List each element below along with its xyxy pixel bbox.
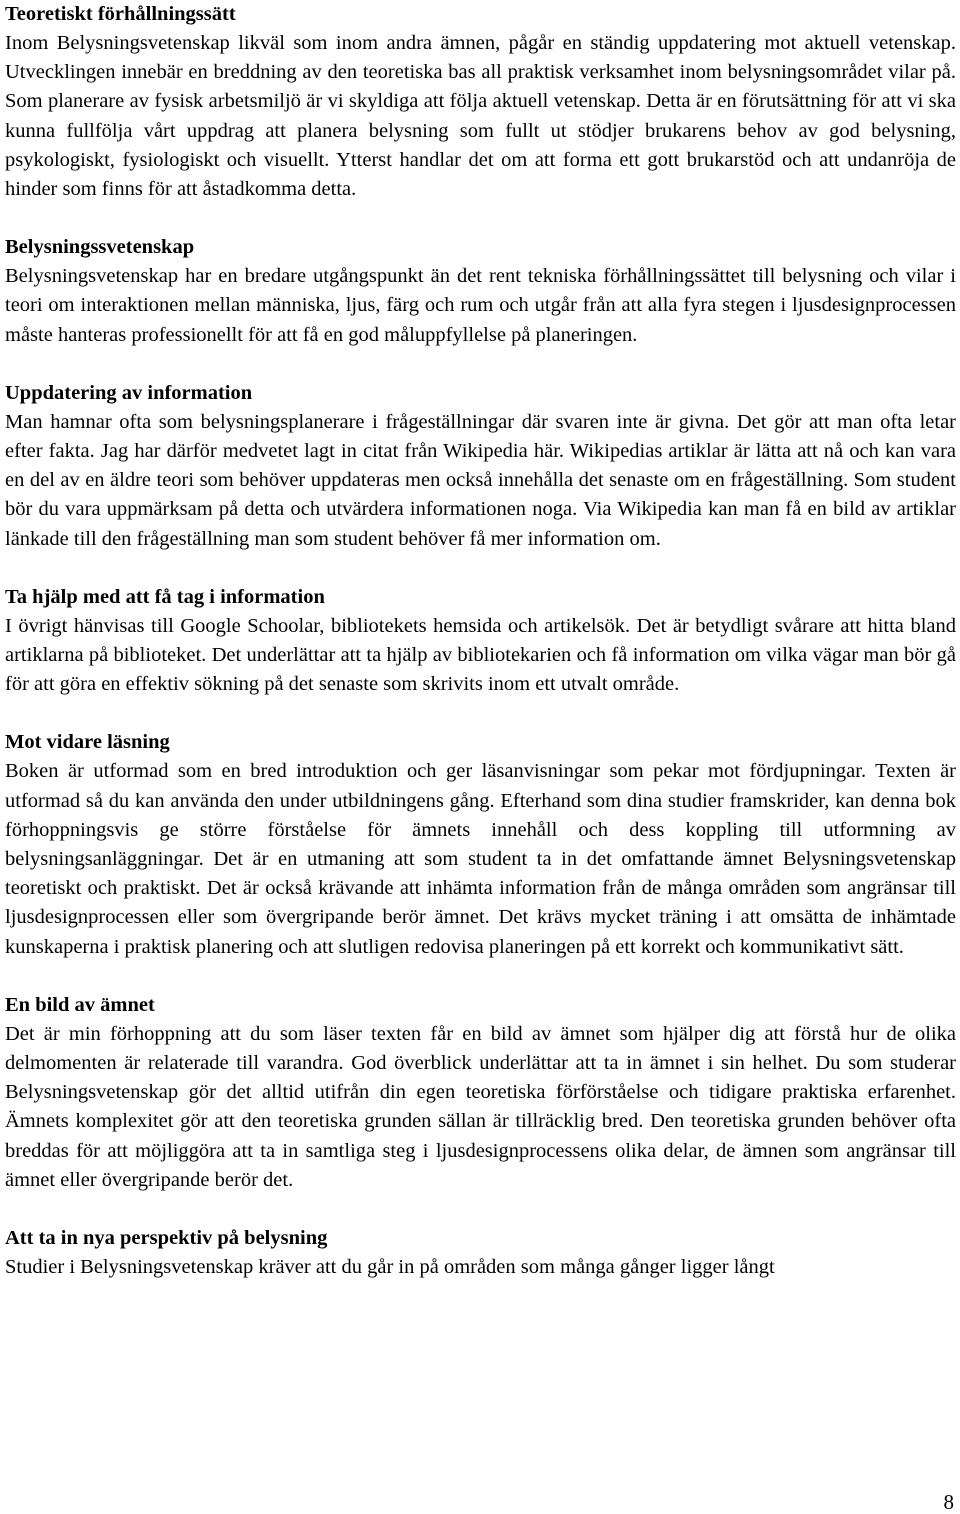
section-heading: Belysningssvetenskap — [5, 236, 195, 259]
section-heading: En bild av ämnet — [5, 993, 155, 1016]
section-paragraph: Inom Belysningsvetenskap likväl som inom andra ämnen, pågår en ständig uppdatering mot aktuell vetenskap. Utvecklingen innebär en breddning av den teoretiska bas all praktisk verksamhet inom belysningsområdet vilar på. Som planerare av fysisk arbetsmiljö är vi skyldiga att följa aktuell vetenskap. Detta är en förutsättning för att vi ska kunna fullfölja vårt uppdrag att planera belysning som fullt ut stödjer brukarens behov av god belysning, psykologiskt, fysiologiskt och visuellt. Ytterst handlar det om att forma ett gott brukarstöd och att undanröja de hinder som finns för att åstadkomma detta. — [5, 32, 956, 201]
section-en-bild-av-amnet — [5, 991, 956, 1195]
page-number: 8 — [943, 1490, 954, 1514]
section-mot-vidare-lasning — [5, 728, 956, 961]
section-heading: Ta hjälp med att få tag i information — [5, 585, 325, 608]
section-heading: Mot vidare läsning — [5, 731, 170, 754]
section-belysningssvetenskap — [5, 233, 956, 350]
section-paragraph: Belysningsvetenskap har en bredare utgångspunkt än det rent tekniska förhållningssättet till belysning och vilar i teori om interaktionen mellan människa, ljus, färg och rum och utgår från att alla fyra stegen i ljusdesignprocessen måste hanteras professionellt för att få en god måluppfyllelse på planeringen. — [5, 265, 956, 346]
section-uppdatering-av-information — [5, 379, 956, 554]
section-ta-hjalp-med-information — [5, 583, 956, 700]
page-content — [5, 0, 956, 1282]
section-paragraph: Studier i Belysningsvetenskap kräver att du går in på områden som många gånger ligger långt — [5, 1256, 775, 1279]
section-nya-perspektiv — [5, 1224, 956, 1282]
section-paragraph: Det är min förhoppning att du som läser texten får en bild av ämnet som hjälper dig att förstå hur de olika delmomenten är relaterade till varandra. God överblick underlättar att ta in ämnet i sin helhet. Du som studerar Belysningsvetenskap gör det alltid utifrån din egen teoretiska förförståelse och tidigare praktiska erfarenhet. Ämnets komplexitet gör att den teoretiska grunden sällan är tillräcklig bred. Den teoretiska grunden behöver ofta breddas för att möjliggöra att ta in samtliga steg i ljusdesignprocessens olika delar, de ämnen som angränsar till ämnet eller övergripande berör det. — [5, 1022, 956, 1191]
section-paragraph: Man hamnar ofta som belysningsplanerare i frågeställningar där svaren inte är givna. Det gör att man ofta letar efter fakta. Jag har därför medvetet lagt in citat från Wikipedia här. Wikipedias artiklar är lätta att nå och kan vara en del av en äldre teori som behöver uppdateras men också innehålla det senaste om en frågeställning. Som student bör du vara uppmärksam på detta och utvärdera informationen noga. Via Wikipedia kan man få en bild av artiklar länkade till den frågeställning man som student behöver få mer information om. — [5, 410, 956, 550]
section-heading: Uppdatering av information — [5, 381, 253, 404]
section-paragraph: Boken är utformad som en bred introduktion och ger läsanvisningar som pekar mot fördjupningar. Texten är utformad så du kan använda den under utbildningens gång. Efterhand som dina studier framskrider, kan denna bok förhoppningsvis ge större förståelse för ämnets innehåll och dess koppling till utformning av belysningsanläggningar. Det är en utmaning att som student ta in det omfattande ämnet Belysningsvetenskap teoretiskt och praktiskt. Det är också krävande att inhämta information från de många områden som angränsar till ljusdesignprocessen eller som övergripande berör ämnet. Det krävs mycket träning i att omsätta de inhämtade kunskaperna i praktisk planering och att slutligen redovisa planeringen på ett korrekt och kommunikativt sätt. — [5, 760, 956, 958]
section-heading: Teoretiskt förhållningssätt — [5, 3, 236, 25]
section-teoretiskt-forhallningssatt — [5, 0, 956, 204]
section-paragraph: I övrigt hänvisas till Google Schoolar, bibliotekets hemsida och artikelsök. Det är betydligt svårare att hitta bland artiklarna på biblioteket. Det underlättar att ta hjälp av bibliotekarien och få information om vilka vägar man bör gå för att göra en effektiv sökning på det senaste som skrivits inom ett utvalt område. — [5, 614, 956, 696]
section-heading: Att ta in nya perspektiv på belysning — [5, 1227, 328, 1250]
